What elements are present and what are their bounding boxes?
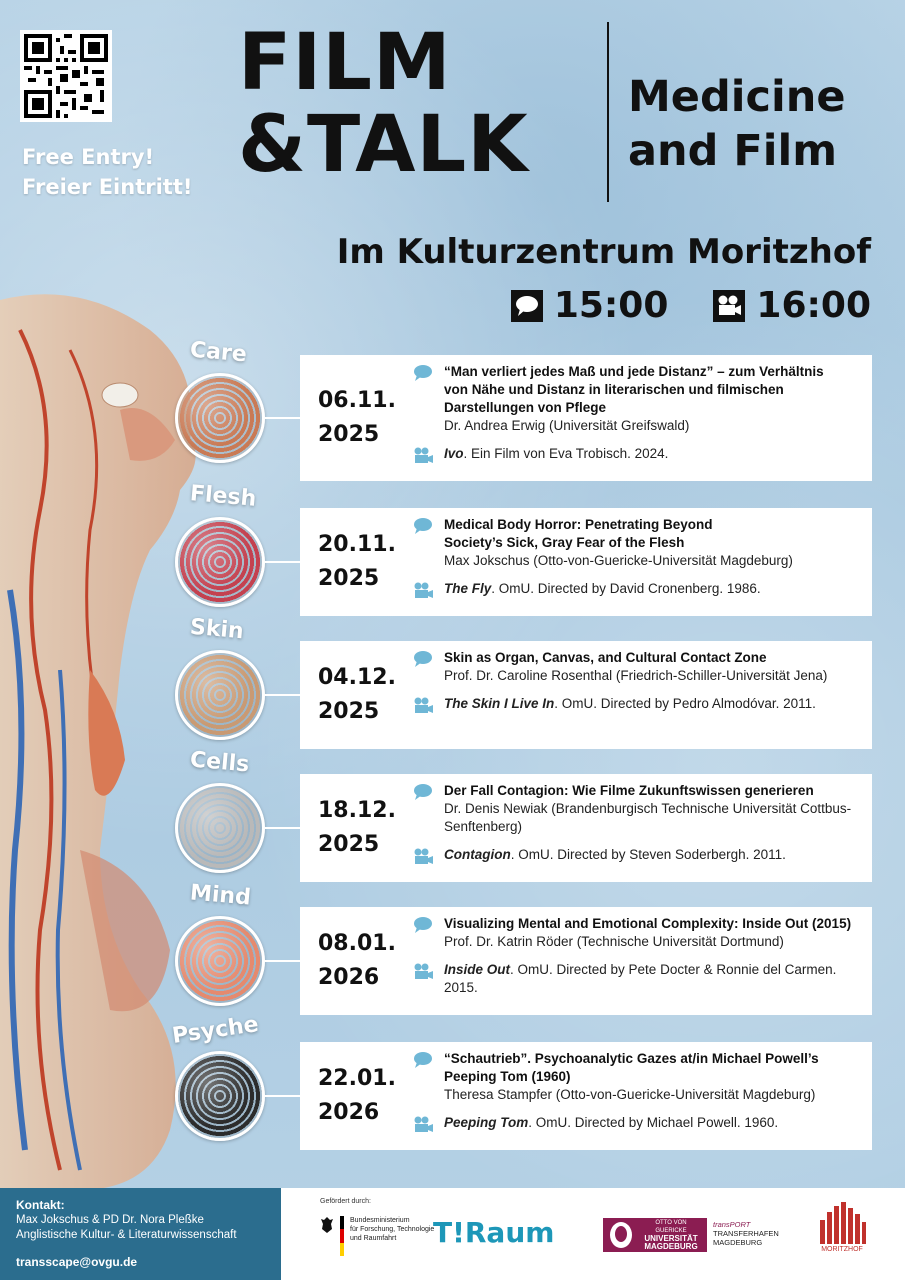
talk-title-line: Der Fall Contagion: Wie Filme Zukunftswissen generieren: [444, 783, 814, 798]
film-camera-icon: [412, 1115, 434, 1133]
film-title: The Fly: [444, 581, 492, 596]
event-body: [400, 1042, 872, 1150]
theme-image: [175, 650, 265, 740]
event-date-day: 06.11.: [318, 388, 396, 413]
film-info: . OmU. Directed by Pete Docter & Ronnie del Carmen. 2015.: [444, 962, 837, 995]
contact-names: Max Jokschus & PD Dr. Nora Pleßke: [16, 1214, 204, 1226]
theme-image: [175, 916, 265, 1006]
theme-image: [175, 1051, 265, 1141]
event-date-year: 2025: [318, 422, 380, 447]
footer: [0, 1188, 905, 1280]
event-body: [400, 508, 872, 616]
event-date-day: 08.01.: [318, 931, 396, 956]
event-date-day: 20.11.: [318, 532, 396, 557]
speaker: Prof. Dr. Katrin Röder (Technische Universität Dortmund): [444, 934, 784, 949]
event-date-day: 04.12.: [318, 665, 396, 690]
ovgu-logo: [603, 1218, 707, 1252]
ovgu-bot: MAGDEBURG: [644, 1242, 698, 1251]
connector-line: [265, 561, 300, 563]
theme-label: Care: [189, 337, 248, 368]
film-info: . OmU. Directed by Pedro Almodóvar. 2011.: [554, 696, 816, 711]
film-info: . OmU. Directed by Michael Powell. 1960.: [528, 1115, 779, 1130]
transport-title: transPORT: [713, 1220, 751, 1229]
event-body: [400, 774, 872, 882]
title-line-film: FILM: [238, 18, 452, 108]
event-date: [300, 641, 400, 749]
film-row: [412, 580, 864, 599]
event-body: [400, 907, 872, 1015]
theme-label: Psyche: [170, 1012, 261, 1049]
film-info: . OmU. Directed by Steven Soderbergh. 2011.: [510, 847, 786, 862]
speaker: Max Jokschus (Otto-von-Guericke-Universität Magdeburg): [444, 553, 793, 568]
sponsor-label: Gefördert durch:: [320, 1198, 371, 1205]
talk-row: [412, 1050, 864, 1104]
film-camera-icon: [412, 446, 434, 464]
film-row: [412, 1114, 864, 1133]
speaker: Dr. Denis Newiak (Brandenburgisch Technische Universität Cottbus-Senftenberg): [444, 801, 852, 834]
theme-label: Skin: [189, 614, 245, 645]
theme-image: [175, 517, 265, 607]
film-camera-icon: [412, 581, 434, 599]
talk-title-line: Skin as Organ, Canvas, and Cultural Contact Zone: [444, 650, 767, 665]
talk-bubble-icon: [412, 364, 434, 382]
contact-email[interactable]: transscape@ovgu.de: [16, 1255, 138, 1269]
talk-title-line: Visualizing Mental and Emotional Complexity: Inside Out (2015): [444, 916, 852, 931]
event-body: [400, 641, 872, 749]
connector-line: [265, 417, 300, 419]
transport-line: TRANSFERHAFEN: [713, 1229, 779, 1238]
film-camera-icon: [412, 847, 434, 865]
talk-bubble-icon: [412, 783, 434, 801]
speaker: Theresa Stampfer (Otto-von-Guericke-Universität Magdeburg): [444, 1087, 816, 1102]
connector-line: [265, 960, 300, 962]
contact-heading: Kontakt:: [16, 1198, 65, 1212]
event-body: [400, 355, 872, 481]
speaker: Dr. Andrea Erwig (Universität Greifswald): [444, 418, 690, 433]
talk-bubble-icon: [412, 916, 434, 934]
main-title: [238, 18, 529, 190]
transport-logo: [713, 1220, 779, 1247]
connector-line: [265, 694, 300, 696]
guericke-portrait-icon: [607, 1220, 635, 1250]
talk-title-line: “Schautrieb”. Psychoanalytic Gazes at/in Michael Powell’s: [444, 1051, 819, 1066]
bmftr-line: und Raumfahrt: [350, 1235, 397, 1242]
theme-image: [175, 373, 265, 463]
talk-bubble-icon: [412, 1051, 434, 1069]
talk-row: [412, 782, 864, 836]
talk-bubble-icon: [412, 517, 434, 535]
qr-code[interactable]: [20, 30, 112, 122]
german-flag-icon: [340, 1216, 344, 1256]
film-title: Peeping Tom: [444, 1115, 529, 1130]
film-title: Contagion: [444, 847, 511, 862]
film-row: [412, 961, 864, 997]
event-card: [300, 1042, 872, 1150]
talk-title-line: Darstellungen von Pflege: [444, 400, 607, 415]
event-card: [300, 355, 872, 481]
event-card: [300, 774, 872, 882]
talk-title-line: Medical Body Horror: Penetrating Beyond: [444, 517, 713, 532]
film-camera-icon: [412, 962, 434, 980]
subtitle: [628, 70, 845, 178]
theme-label: Flesh: [189, 481, 258, 512]
transport-line: MAGDEBURG: [713, 1238, 763, 1247]
event-date-day: 18.12.: [318, 798, 396, 823]
film-camera-icon: [412, 696, 434, 714]
film-title: Ivo: [444, 446, 464, 461]
event-date-day: 22.01.: [318, 1066, 396, 1091]
free-entry-de: Freier Eintritt!: [22, 175, 193, 199]
moritzhof-logo: [815, 1202, 869, 1253]
title-line-talk: &TALK: [238, 100, 529, 190]
theme-label: Cells: [189, 747, 251, 778]
film-row: [412, 445, 864, 464]
contact-department: Anglistische Kultur- & Literaturwissenschaft: [16, 1229, 237, 1241]
film-row: [412, 695, 864, 714]
venue-text: Im Kulturzentrum Moritzhof: [336, 232, 871, 272]
ovgu-mid: UNIVERSITÄT: [644, 1234, 698, 1243]
moritzhof-building-icon: [818, 1202, 866, 1244]
talk-time: 15:00: [553, 285, 669, 326]
event-date-year: 2026: [318, 965, 380, 990]
traum-logo: T!Raum: [433, 1216, 555, 1249]
talk-row: [412, 516, 864, 570]
event-date: [300, 1042, 400, 1150]
subtitle-line2: and Film: [628, 126, 838, 176]
film-row: [412, 846, 864, 865]
event-date-year: 2025: [318, 566, 380, 591]
times-row: [510, 285, 871, 326]
talk-row: [412, 363, 864, 435]
theme-label: Mind: [189, 880, 252, 911]
speaker: Prof. Dr. Caroline Rosenthal (Friedrich-Schiller-Universität Jena): [444, 668, 828, 683]
event-date: [300, 355, 400, 481]
contact-box: [0, 1188, 281, 1280]
bmftr-logo: [320, 1216, 434, 1256]
film-info: . OmU. Directed by David Cronenberg. 1986.: [491, 581, 761, 596]
event-date-year: 2025: [318, 699, 380, 724]
event-card: [300, 907, 872, 1015]
free-entry-en: Free Entry!: [22, 145, 155, 169]
film-camera-icon: [712, 289, 746, 323]
talk-title-line: Peeping Tom (1960): [444, 1069, 571, 1084]
speech-bubble-icon: [510, 289, 544, 323]
subtitle-line1: Medicine: [628, 72, 846, 122]
event-card: [300, 641, 872, 749]
event-date: [300, 907, 400, 1015]
free-entry-text: [22, 142, 192, 202]
connector-line: [265, 827, 300, 829]
ovgu-top: OTTO VON GUERICKE: [655, 1220, 687, 1234]
connector-line: [265, 1095, 300, 1097]
talk-title-line: Society’s Sick, Gray Fear of the Flesh: [444, 535, 685, 550]
talk-bubble-icon: [412, 650, 434, 668]
event-date-year: 2025: [318, 832, 380, 857]
talk-title-line: “Man verliert jedes Maß und jede Distanz” – zum Verhältnis: [444, 364, 824, 379]
event-date: [300, 774, 400, 882]
theme-image: [175, 783, 265, 873]
talk-row: [412, 649, 864, 685]
film-time: 16:00: [756, 285, 871, 326]
bmftr-line: für Forschung, Technologie: [350, 1226, 435, 1233]
title-divider: [607, 22, 609, 202]
film-title: The Skin I Live In: [444, 696, 555, 711]
talk-row: [412, 915, 864, 951]
event-date-year: 2026: [318, 1100, 380, 1125]
event-date: [300, 508, 400, 616]
event-card: [300, 508, 872, 616]
film-info: . Ein Film von Eva Trobisch. 2024.: [463, 446, 669, 461]
talk-title-line: von Nähe und Distanz in literarischen und filmischen: [444, 382, 784, 397]
moritzhof-label: MORITZHOF: [821, 1246, 863, 1253]
bmftr-line: Bundesministerium: [350, 1217, 410, 1224]
film-title: Inside Out: [444, 962, 511, 977]
eagle-icon: [320, 1216, 334, 1234]
